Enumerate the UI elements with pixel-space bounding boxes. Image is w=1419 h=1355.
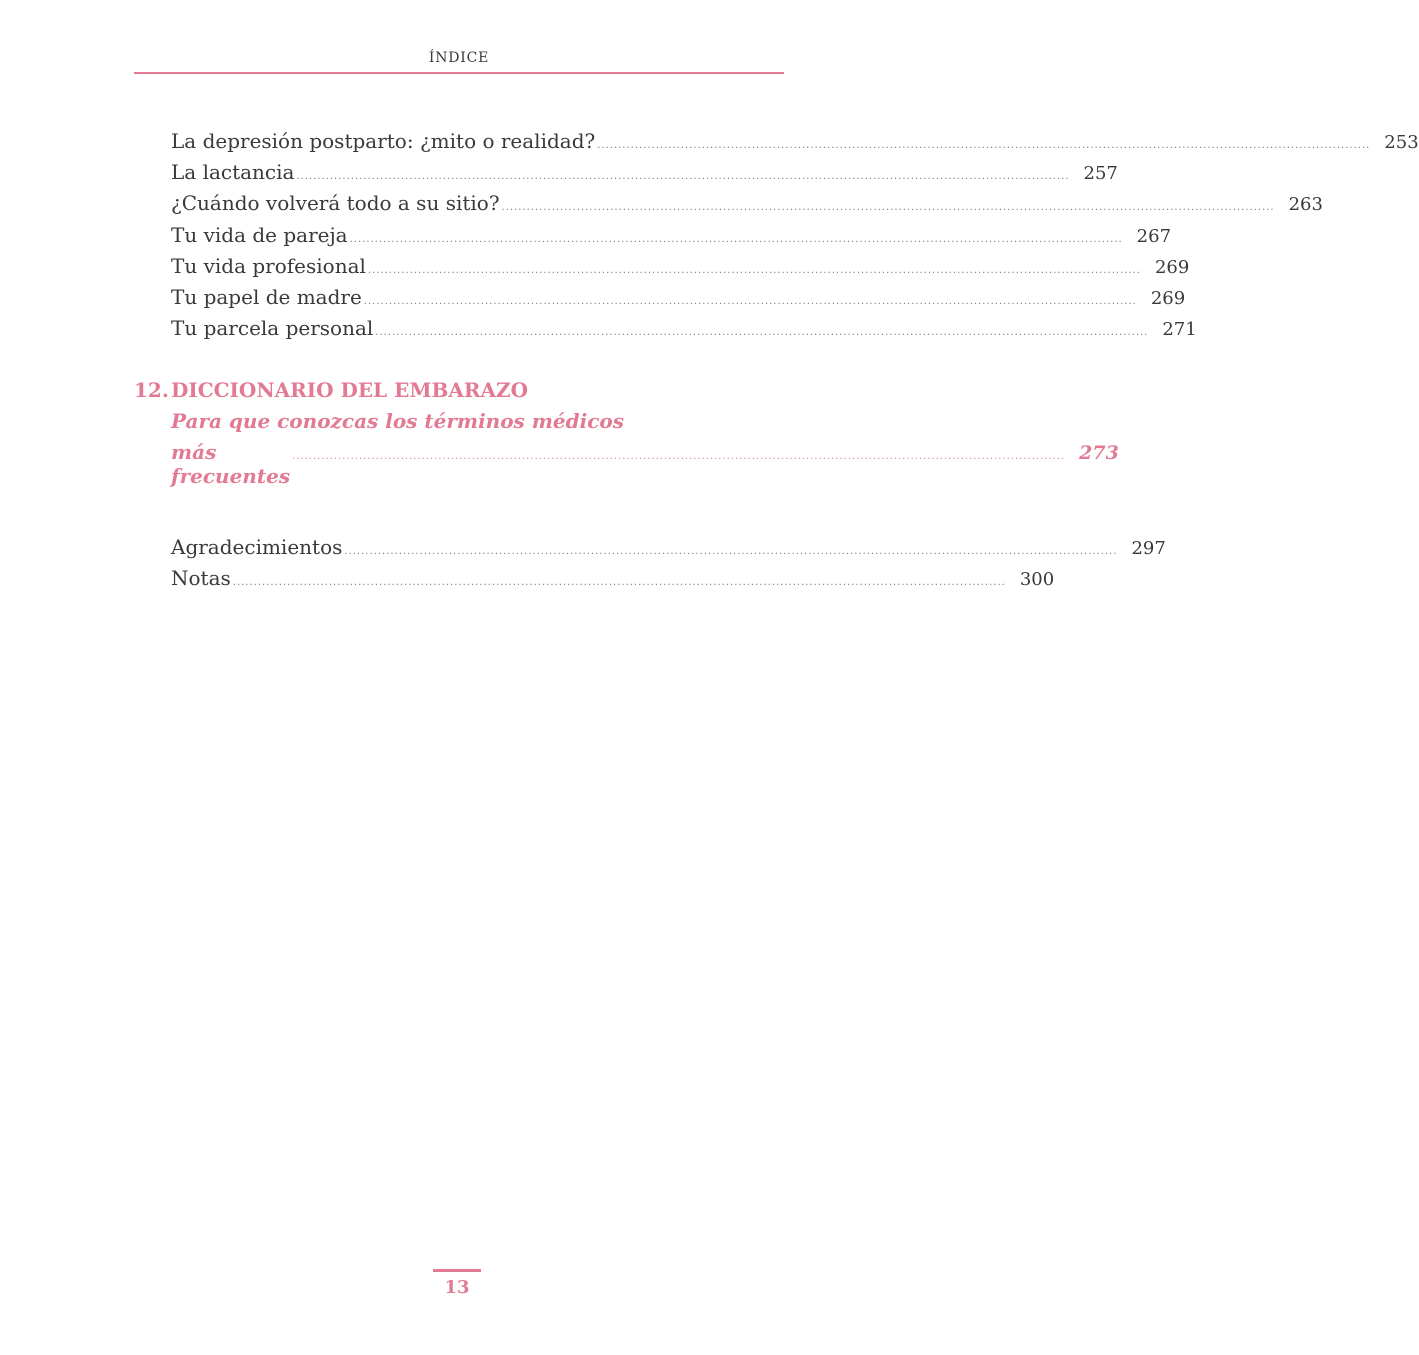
toc-entry-title: Tu vida de pareja (171, 223, 348, 247)
page-number: 13 (444, 1277, 470, 1298)
chapter-title[interactable]: DICCIONARIO DEL EMBARAZO (171, 378, 529, 402)
chapter-subtitle-text: más frecuentes (171, 440, 291, 488)
toc-entry-page: 257 (1083, 163, 1118, 184)
toc-entry-page: 297 (1131, 538, 1166, 559)
dot-leader: ......................................................................................................................................................................................... (232, 577, 1006, 588)
toc-entry-page: 269 (1154, 257, 1190, 278)
chapter-page: 273 (1079, 442, 1119, 464)
toc-entry[interactable] (171, 223, 1172, 249)
toc-entry-title: La depresión postparto: ¿mito o realidad? (171, 129, 596, 153)
dot-leader: ......................................................................................................................................................................................... (375, 327, 1149, 338)
toc-entry-page: 269 (1150, 288, 1186, 309)
toc-entry[interactable] (171, 254, 1190, 280)
toc-entry[interactable] (171, 129, 1419, 155)
dot-leader: ......................................................................................................................................................................................... (501, 202, 1275, 213)
chapter-number: 12. (134, 378, 169, 402)
toc-entry-title: Notas (171, 566, 231, 590)
toc-entry-title: Tu parcela personal (171, 316, 374, 340)
toc-entry[interactable] (171, 316, 1197, 342)
toc-entry[interactable] (171, 285, 1186, 311)
dot-leader: ......................................................................................................................................................................................... (363, 296, 1137, 307)
dot-leader: ......................................................................................................................................................................................... (367, 265, 1141, 276)
dot-leader: ......................................................................................................................................................................................... (296, 171, 1070, 182)
toc-entry-page: 253 (1384, 132, 1419, 153)
dot-leader: ......................................................................................................................................................................................... (349, 234, 1123, 245)
toc-entry-page: 271 (1162, 319, 1197, 340)
toc-entry[interactable] (171, 160, 1118, 186)
chapter-subtitle-line2[interactable] (171, 440, 1119, 488)
toc-entry-page: 300 (1019, 569, 1055, 590)
toc-entry-page: 267 (1136, 226, 1172, 247)
dot-leader: ......................................................................................................................................................................................... (344, 546, 1118, 557)
toc-entry[interactable] (171, 191, 1323, 217)
dot-leader: ......................................................................................................................................................................................... (597, 140, 1371, 151)
dot-leader: ......................................................................................................................................................................................... (292, 451, 1066, 462)
chapter-subtitle-line1: Para que conozcas los términos médicos (171, 409, 625, 433)
folio-rule (433, 1269, 481, 1272)
toc-entry-title: La lactancia (171, 160, 295, 184)
toc-entry-title: Agradecimientos (171, 535, 343, 559)
header-rule (134, 72, 784, 74)
toc-entry[interactable] (171, 566, 1055, 592)
running-head: ÍNDICE (428, 50, 490, 66)
toc-entry[interactable] (171, 535, 1166, 561)
toc-entry-page: 263 (1288, 194, 1323, 215)
toc-entry-title: ¿Cuándo volverá todo a su sitio? (171, 191, 500, 215)
toc-entry-title: Tu vida profesional (171, 254, 366, 278)
toc-entry-title: Tu papel de madre (171, 285, 362, 309)
